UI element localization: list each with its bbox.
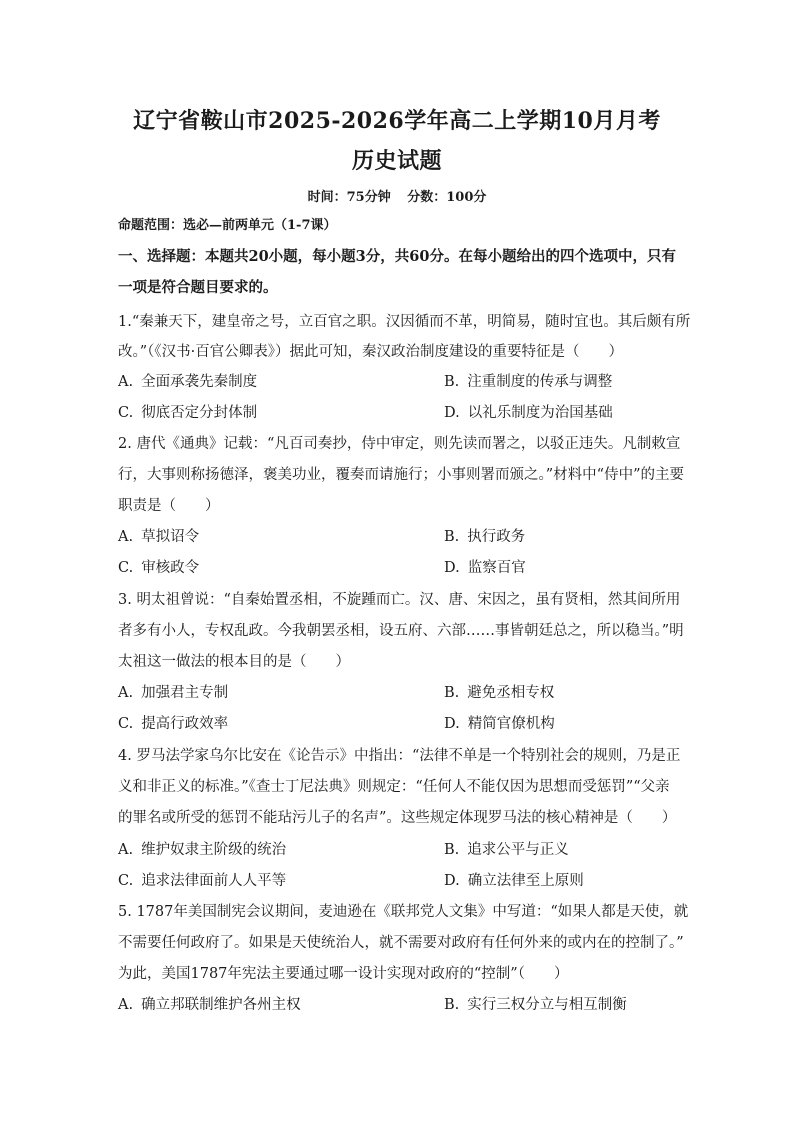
option-b: B. 追求公平与正义	[444, 842, 569, 858]
section-heading-cont: 一项是符合题目要求的。	[118, 279, 278, 296]
question-stem: 1.“秦兼天下，建皇帝之号，立百官之职。汉因循而不革，明简易，随时宜也。其后颇有所	[118, 314, 691, 330]
option-d: D. 精简官僚机构	[444, 716, 555, 732]
option-a: A. 确立邦联制维护各州主权	[118, 997, 301, 1013]
exam-scope: 命题范围：选必—前两单元（1-7课）	[118, 218, 337, 233]
exam-title: 辽宁省鞍山市2025-2026学年高二上学期10月月考	[133, 108, 661, 134]
exam-score: 分数：100分	[407, 190, 487, 205]
question-stem: 5. 1787年美国制宪会议期间，麦迪逊在《联邦党人文集》中写道：“如果人都是天使，就	[118, 904, 689, 920]
section-heading: 一、选择题：本题共20小题，每小题3分，共60分。在每小题给出的四个选项中，只有	[118, 248, 676, 265]
option-b: B. 注重制度的传承与调整	[444, 374, 613, 390]
exam-subject: 历史试题	[351, 148, 442, 174]
question-stem: 4. 罗马法学家乌尔比安在《论告示》中指出：“法律不单是一个特别社会的规则，乃是正	[118, 748, 681, 764]
question-stem: 职责是（ ）	[118, 498, 220, 514]
option-b: B. 实行三权分立与相互制衡	[444, 997, 627, 1013]
option-c: C. 审核政令	[118, 560, 200, 576]
option-c: C. 提高行政效率	[118, 716, 229, 732]
question-stem: 不需要任何政府了。如果是天使统治人，就不需要对政府有任何外来的或内在的控制了。”	[118, 935, 684, 951]
exam-time: 时间：75分钟	[307, 190, 391, 205]
option-a: A. 草拟诏令	[118, 529, 200, 545]
question-stem: 义和非正义的标准。”《查士丁尼法典》则规定：“任何人不能仅因为思想而受惩罚”“父亲	[118, 779, 670, 795]
question-stem: 3. 明太祖曾说：“自秦始置丞相，不旋踵而亡。汉、唐、宋因之，虽有贤相，然其间所用	[118, 592, 681, 608]
option-a: A. 加强君主专制	[118, 685, 229, 701]
exam-meta	[0, 186, 794, 205]
option-b: B. 执行政务	[444, 529, 526, 545]
option-a: A. 维护奴隶主阶级的统治	[118, 842, 287, 858]
question-stem: 者多有小人，专权乱政。今我朝罢丞相，设五府、六部……事皆朝廷总之，所以稳当。”明	[118, 623, 684, 639]
option-b: B. 避免丞相专权	[444, 685, 555, 701]
question-stem: 太祖这一做法的根本目的是（ ）	[118, 654, 350, 670]
question-stem: 的罪名或所受的惩罚不能玷污儿子的名声”。这些规定体现罗马法的核心精神是（ ）	[118, 810, 677, 826]
question-stem: 行，大事则称扬德泽，褒美功业，覆奏而请施行；小事则署而颁之。”材料中“侍中”的主要	[118, 467, 684, 483]
option-d: D. 以礼乐制度为治国基础	[444, 405, 613, 421]
option-a: A. 全面承袭先秦制度	[118, 374, 258, 390]
option-c: C. 彻底否定分封体制	[118, 405, 258, 421]
option-c: C. 追求法律面前人人平等	[118, 873, 287, 889]
question-stem: 为此，美国1787年宪法主要通过哪一设计实现对政府的“控制”（ ）	[118, 966, 569, 982]
question-stem: 2. 唐代《通典》记载：“凡百司奏抄，侍中审定，则先读而署之，以驳正违失。凡制敕宣	[118, 436, 681, 452]
option-d: D. 监察百官	[444, 560, 526, 576]
option-d: D. 确立法律至上原则	[444, 873, 584, 889]
question-stem: 改。”（《汉书·百官公卿表》）据此可知，秦汉政治制度建设的重要特征是（ ）	[118, 344, 624, 360]
